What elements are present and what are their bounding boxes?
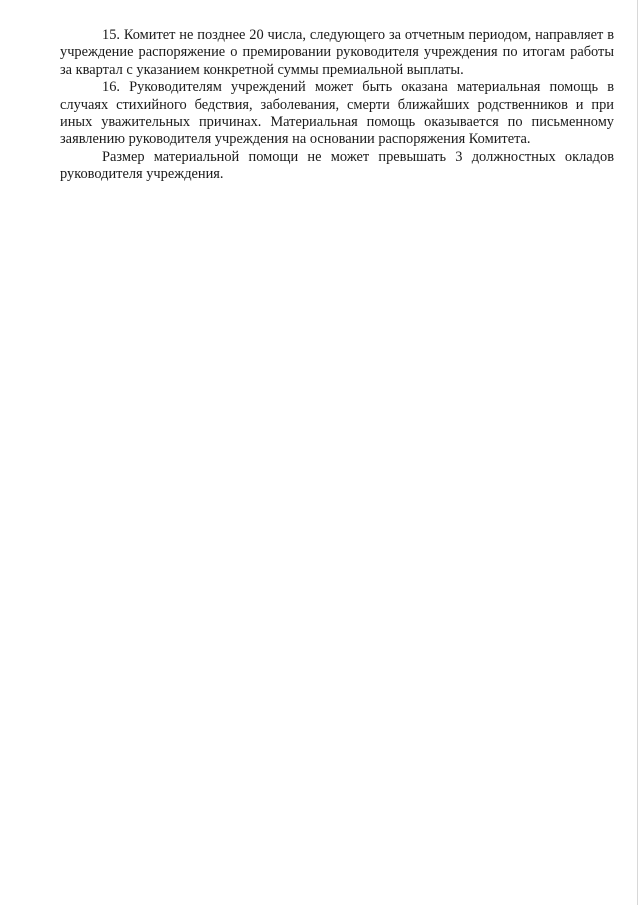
document-body bbox=[60, 27, 614, 184]
paragraph-16: 16. Руководителям учреждений может быть оказана материальная помощь в случаях стихийного бедствия, заболевания, смерти ближайших родственников и при иных уважительных причинах. Материальная помощь оказывается по письменному заявлению руководителя учреждения на основании распоряжения Комитета. bbox=[60, 79, 614, 148]
paragraph-material-aid-limit: Размер материальной помощи не может превышать 3 должностных окладов руководителя учреждения. bbox=[60, 148, 614, 183]
paragraph-15: 15. Комитет не позднее 20 числа, следующего за отчетным периодом, направляет в учреждение распоряжение о премировании руководителя учреждения по итогам работы за квартал с указанием конкретной суммы премиальной выплаты. bbox=[60, 27, 614, 78]
page-edge-divider bbox=[637, 0, 638, 905]
